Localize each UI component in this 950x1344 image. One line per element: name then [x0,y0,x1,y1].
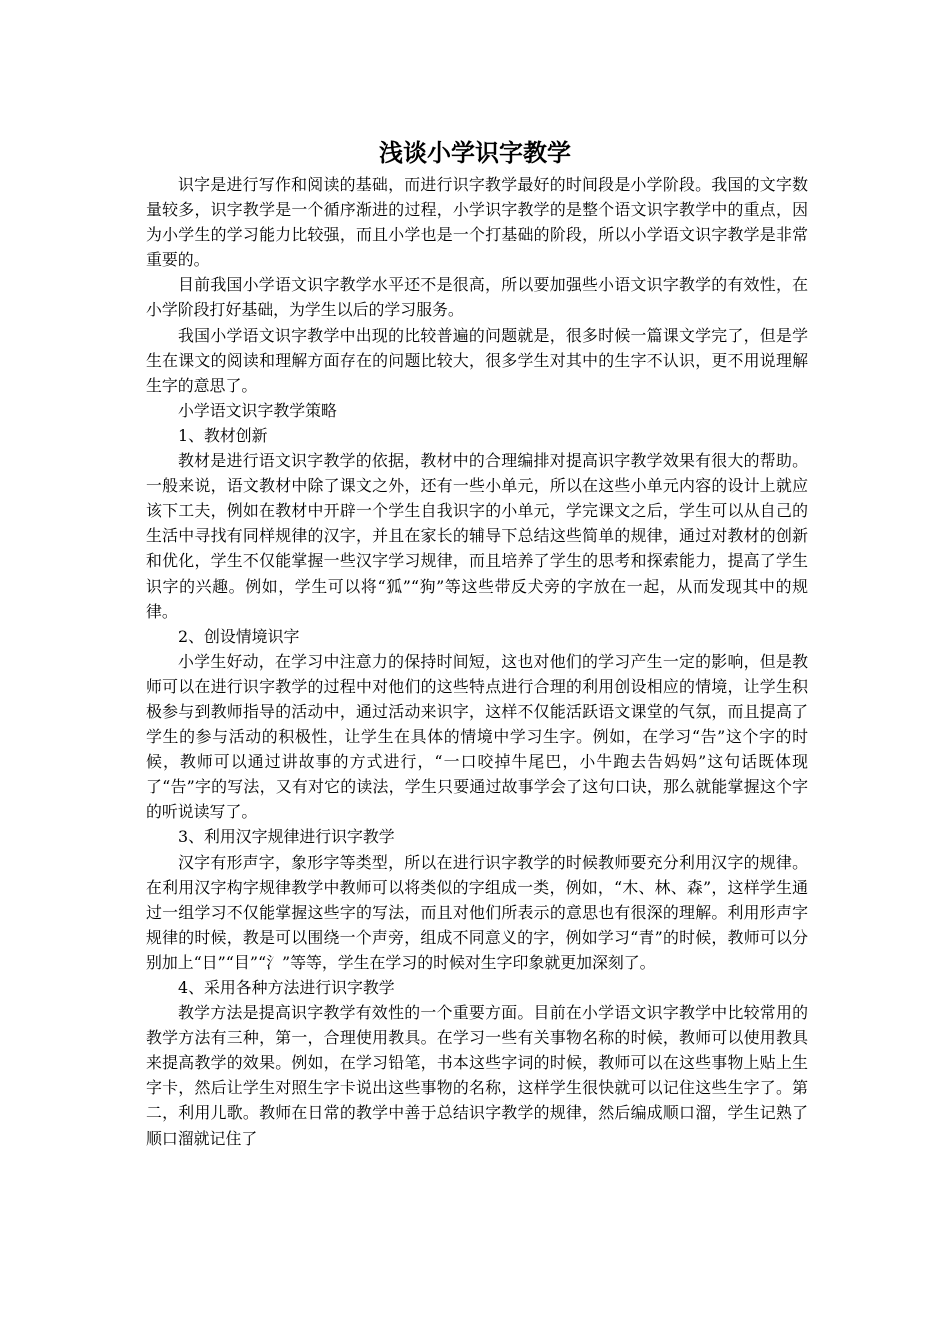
paragraph: 教材是进行语文识字教学的依据，教材中的合理编排对提高识字教学效果有很大的帮助。一般来说，语文教材中除了课文之外，还有一些小单元，所以在这些小单元内容的设计上就应该下工夫，例如在教材中开辟一个学生自我识字的小单元，学完课文之后，学生可以从自己的生活中寻找有同样规律的汉字，并且在家长的辅导下总结这些简单的规律，通过对教材的创新和优化，学生不仅能掌握一些汉字学习规律，而且培养了学生的思考和探索能力，提高了学生识字的兴趣。例如，学生可以将“狐”“狗”等这些带反犬旁的字放在一起，从而发现其中的规律。 [146,451,808,621]
section-heading: 3、利用汉字规律进行识字教学 [178,827,395,847]
paragraph: 教学方法是提高识字教学有效性的一个重要方面。目前在小学语文识字教学中比较常用的教学方法有三种，第一，合理使用教具。在学习一些有关事物名称的时候，教师可以使用教具来提高教学的效果。例如，在学习铅笔，书本这些字词的时候，教师可以在这些事物上贴上生字卡，然后让学生对照生字卡说出这些事物的名称，这样学生很快就可以记住这些生字了。第二，利用儿歌。教师在日常的教学中善于总结识字教学的规律，然后编成顺口溜，学生记熟了顺口溜就记住了 [146,1003,808,1148]
paragraph: 汉字有形声字，象形字等类型，所以在进行识字教学的时候教师要充分利用汉字的规律。在利用汉字构字规律教学中教师可以将类似的字组成一类，例如，“木、林、森”，这样学生通过一组学习不仅能掌握这些字的写法，而且对他们所表示的意思也有很深的理解。利用形声字规律的时候，教是可以围绕一个声旁，组成不同意义的字，例如学习“青”的时候，教师可以分别加上“日”“目”“氵”等等，学生在学习的时候对生字印象就更加深刻了。 [146,852,808,972]
paragraph: 识字是进行写作和阅读的基础，而进行识字教学最好的时间段是小学阶段。我国的文字数量较多，识字教学是一个循序渐进的过程，小学识字教学的是整个语文识字教学中的重点，因为小学生的学习能力比较强，而且小学也是一个打基础的阶段，所以小学语文识字教学是非常重要的。 [146,175,808,270]
section-heading: 小学语文识字教学策略 [178,400,337,420]
paragraph: 小学生好动，在学习中注意力的保持时间短，这也对他们的学习产生一定的影响，但是教师可以在进行识字教学的过程中对他们的这些特点进行合理的利用创设相应的情境，让学生积极参与到教师指导的活动中，通过活动来识字，这样不仅能活跃语文课堂的气氛，而且提高了学生的参与活动的积极性，让学生在具体的情境中学习生字。例如，在学习“告”这个字的时候，教师可以通过讲故事的方式进行，“一口咬掉牛尾巴，小牛跑去告妈妈”这句话既体现了“告”字的写法，又有对它的读法，学生只要通过故事学会了这句口诀，那么就能掌握这个字的听说读写了。 [146,651,808,822]
section-heading: 1、教材创新 [178,425,268,445]
section-heading: 4、采用各种方法进行识字教学 [178,978,395,997]
paragraph: 目前我国小学语文识字教学水平还不是很高，所以要加强些小语文识字教学的有效性，在小学阶段打好基础，为学生以后的学习服务。 [146,275,808,320]
section-heading: 2、创设情境识字 [178,626,300,646]
document-title: 浅谈小学识字教学 [379,138,571,167]
document-body [146,172,808,1151]
paragraph: 我国小学语文识字教学中出现的比较普遍的问题就是，很多时候一篇课文学完了，但是学生在课文的阅读和理解方面存在的问题比较大，很多学生对其中的生字不认识，更不用说理解生字的意思了。 [146,325,808,395]
